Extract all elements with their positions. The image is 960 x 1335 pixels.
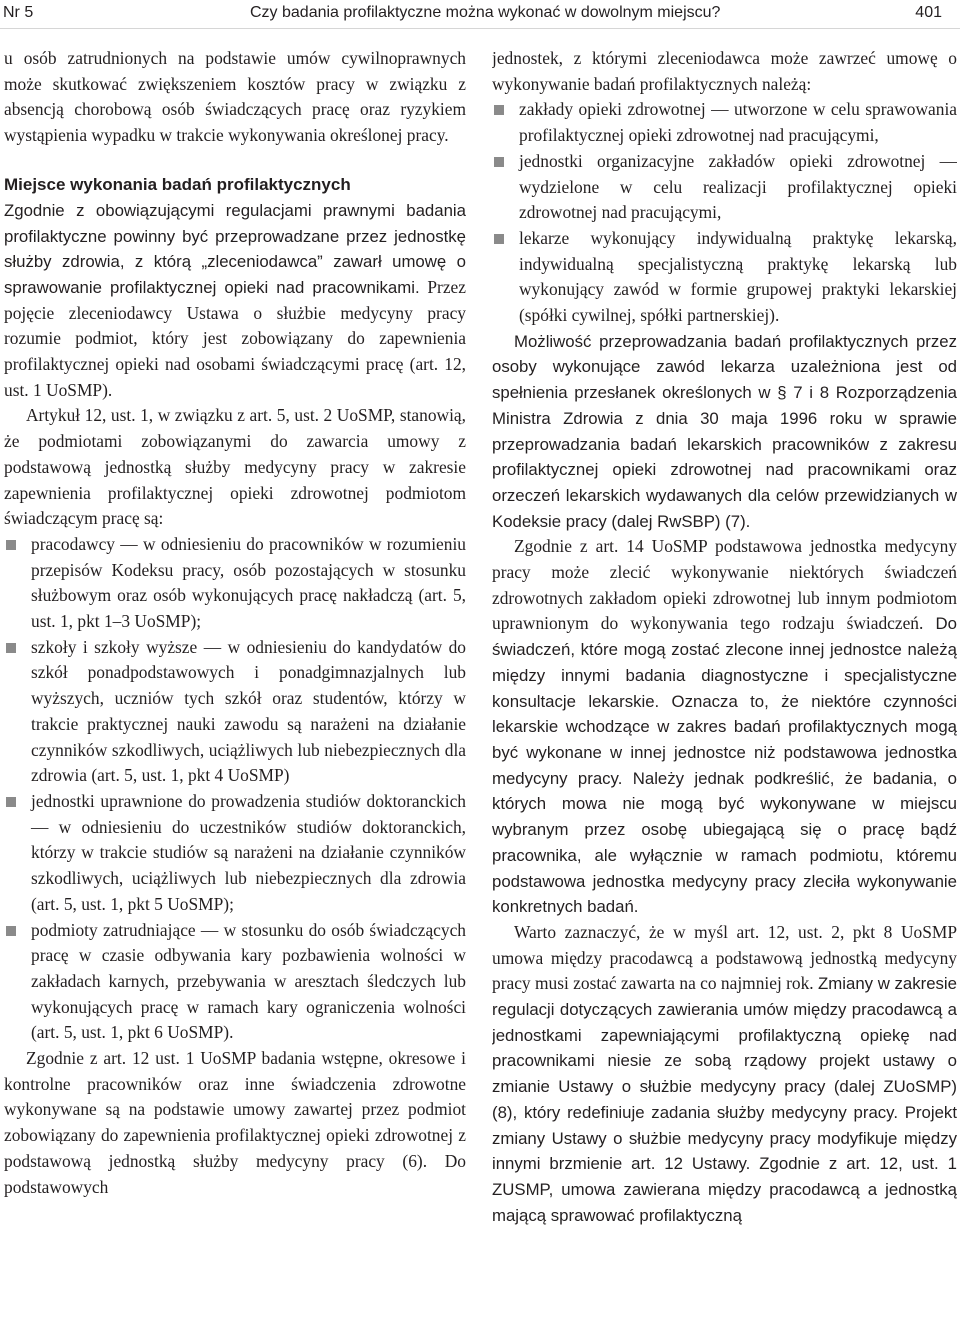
list-item: [492, 149, 957, 226]
list-item: [492, 97, 957, 148]
running-title: Czy badania profilaktyczne można wykonać w dowolnym miejscu?: [250, 4, 721, 21]
law-paragraph-sans-part: Zgodnie z obowiązującymi regulacjami prawnymi badania profilaktyczne powinny być przeprowadzane przez jednostkę służby zdrowia, z którą „zleceniodawca” zawarł umowę o sprawowanie profilaktycznej opieki nad pracownikami.: [4, 200, 466, 297]
closing-paragraph: Zgodnie z art. 12 ust. 1 UoSMP badania wstępne, okresowe i kontrolne pracowników oraz inne świadczenia zdrowotne wykonywane są na podstawie umowy zawartej przez podmiot zobowiązany do zapewnienia profilaktycznej opieki zdrowotnej z podstawową jednostką służby medycyny pracy (6). Do podstawowych: [4, 1048, 466, 1197]
list-item-text: szkoły i szkoły wyższe — w odniesieniu do kandydatów do szkół ponadpodstawowych i ponadgimnazjalnych lub wyższych, uczniów tych szkół oraz studentów, którzy w trakcie praktycznej nauki zawodu są narażeni na działanie czynników szkodliwych, uciążliwych lub niebezpiecznych dla zdrowia (art. 5, ust. 1, pkt 4 UoSMP): [31, 636, 466, 786]
art14-serif-part: Zgodnie z art. 14 UoSMP podstawowa jednostka medycyny pracy może zlecić wykonywanie niektórych świadczeń zdrowotnych zakładom opieki zdrowotnej lub innym podmiotom uprawnionym do wykonywania tego rodzaju świadczeń.: [492, 536, 957, 634]
square-bullet-icon: [6, 926, 16, 936]
continuation-paragraph: jednostek, z którymi zleceniodawca może zawrzeć umowę o wykonywanie badań profilaktycznych należą:: [492, 48, 957, 94]
intro-paragraph: u osób zatrudnionych na podstawie umów cywilnoprawnych może skutkować zwiększeniem kosztów pracy w związku z absencją chorobową osób świadczących pracę oraz ryzykiem wystąpienia wypadku w trakcie wykonywania określonej pracy.: [4, 48, 466, 146]
note-sans-part: Zmiany w zakresie regulacji dotyczących zawierania umów między pracodawcą a jednostkami zapewniającymi profilaktyczną opiekę nad pracownikami niesie ze sobą rządowy projekt ustawy o zmianie Ustawy o służbie medycyny pracy (dalej ZUoSMP) (8), który redefiniuje zadania służby medycyny pracy. Projekt zmiany Ustawy o służbie medycyny pracy modyfikuje między innymi brzmienie art. 12 Ustawy. Zgodnie z art. 12, ust. 1 ZUSMP, umowa zawierana między pracodawcą a jednostką mającą sprawować profilaktyczną: [492, 974, 957, 1225]
law-paragraph: [4, 198, 466, 404]
list-item-text: jednostki uprawnione do prowadzenia studiów doktoranckich — w odniesieniu do uczestników studiów doktoranckich, którzy w trakcie studiów są narażeni na działanie czynników szkodliwych, uciążliwych lub niebezpiecznych dla zdrowia (art. 5, ust. 1, pkt 5 UoSMP);: [31, 790, 466, 914]
square-bullet-icon: [494, 234, 504, 244]
square-bullet-icon: [494, 105, 504, 115]
article-paragraph: Artykuł 12, ust. 1, w związku z art. 5, ust. 2 UoSMP, stanowią, że podmiotami zobowiązanymi do zawarcia umowy z podstawową jednostką służby medycyny pracy w zakresie zapewnienia profilaktycznej opieki zdrowotnej podmiotom świadczącym pracę są:: [4, 405, 466, 529]
list-item-text: jednostki organizacyjne zakładów opieki zdrowotnej — wydzielone w celu realizacji profilaktycznej opieki zdrowotnej nad pracującymi,: [519, 150, 957, 223]
art14-sans-part: Do świadczeń, które mogą zostać zlecone innej jednostce należą między innymi badania diagnostyczne i specjalistyczne konsultacje lekarskie. Oznacza to, że niektóre czynności lekarskie wchodzące w zakres badań profilaktycznych mogą być wykonane w innej jednostce niż podstawowa jednostka medycyny pracy. Należy jednak podkreślić, że badania, o których mowa nie mogą być wykonywane w miejscu wybranym przez osobę ubiegającą się o pracę bądź pracownika, ale wyłącznie w ramach podmiotu, któremu podstawowa jednostka medycyny pracy zleciła wykonywanie konkretnych badań.: [492, 614, 957, 917]
art14-paragraph: [492, 534, 957, 920]
obligated-entities-list: [4, 532, 466, 1046]
list-item: [492, 226, 957, 329]
square-bullet-icon: [494, 157, 504, 167]
list-item: [4, 532, 466, 635]
left-column: [4, 46, 466, 1335]
note-paragraph: [492, 920, 957, 1228]
square-bullet-icon: [6, 797, 16, 807]
list-item-text: lekarze wykonujący indywidualną praktykę lekarską, indywidualną specjalistyczną praktykę lekarską lub wykonujący zawód w formie grupowej praktyki lekarskiej (spółki cywilnej, spółki partnerskiej).: [519, 227, 957, 326]
law-paragraph-serif-part: Przez pojęcie zleceniodawcy Ustawa o służbie medycyny pracy rozumie podmiot, który jest zobowiązany do zapewnienia profilaktycznej opieki nad osobami świadczącymi pracę (art. 12, ust. 1 UoSMP).: [4, 276, 466, 400]
right-column: [492, 46, 957, 1335]
square-bullet-icon: [6, 540, 16, 550]
issue-number: Nr 5: [3, 4, 34, 21]
section-heading: Miejsce wykonania badań profilaktycznych: [4, 174, 351, 194]
list-item-text: podmioty zatrudniające — w stosunku do osób świadczących pracę w czasie odbywania kary pozbawienia wolności w zakładach karnych, przebywania w aresztach śledczych lub wykonujących pracę w ramach kary ograniczenia wolności (art. 5, ust. 1, pkt 6 UoSMP).: [31, 919, 466, 1043]
list-item-text: pracodawcy — w odniesieniu do pracowników w rozumieniu przepisów Kodeksu pracy, osób pozostających w stosunku służbowym oraz osób wykonujących pracę nakładczą (art. 5, ust. 1, pkt 1–3 UoSMP);: [31, 533, 466, 632]
unit-types-list: [492, 97, 957, 328]
header-divider: [0, 28, 960, 29]
page-number: 401: [915, 4, 942, 21]
list-item-text: zakłady opieki zdrowotnej — utworzone w celu sprawowania profilaktycznej opieki zdrowotnej nad pracującymi,: [519, 99, 957, 146]
list-item: [4, 918, 466, 1047]
square-bullet-icon: [6, 643, 16, 653]
list-item: [4, 635, 466, 789]
possibility-paragraph: Możliwość przeprowadzania badań profilaktycznych przez osoby wykonujące zawód lekarza uzależniona jest od spełnienia przesłanek określonych w § 7 i 8 Rozporządzenia Ministra Zdrowia z dnia 30 maja 1996 roku w sprawie przeprowadzania badań lekarskich pracowników z zakresu profilaktycznej opieki zdrowotnej nad pracownikami oraz orzeczeń lekarskich wydawanych dla celów przewidzianych w Kodeksie pracy (dalej RwSBP) (7).: [492, 331, 957, 531]
note-serif-part: Warto zaznaczyć, że w myśl art. 12, ust. 2, pkt 8 UoSMP umowa między pracodawcą a podstawową jednostką medycyny pracy musi zostać zawarta na co najmniej rok.: [492, 921, 957, 994]
list-item: [4, 789, 466, 918]
